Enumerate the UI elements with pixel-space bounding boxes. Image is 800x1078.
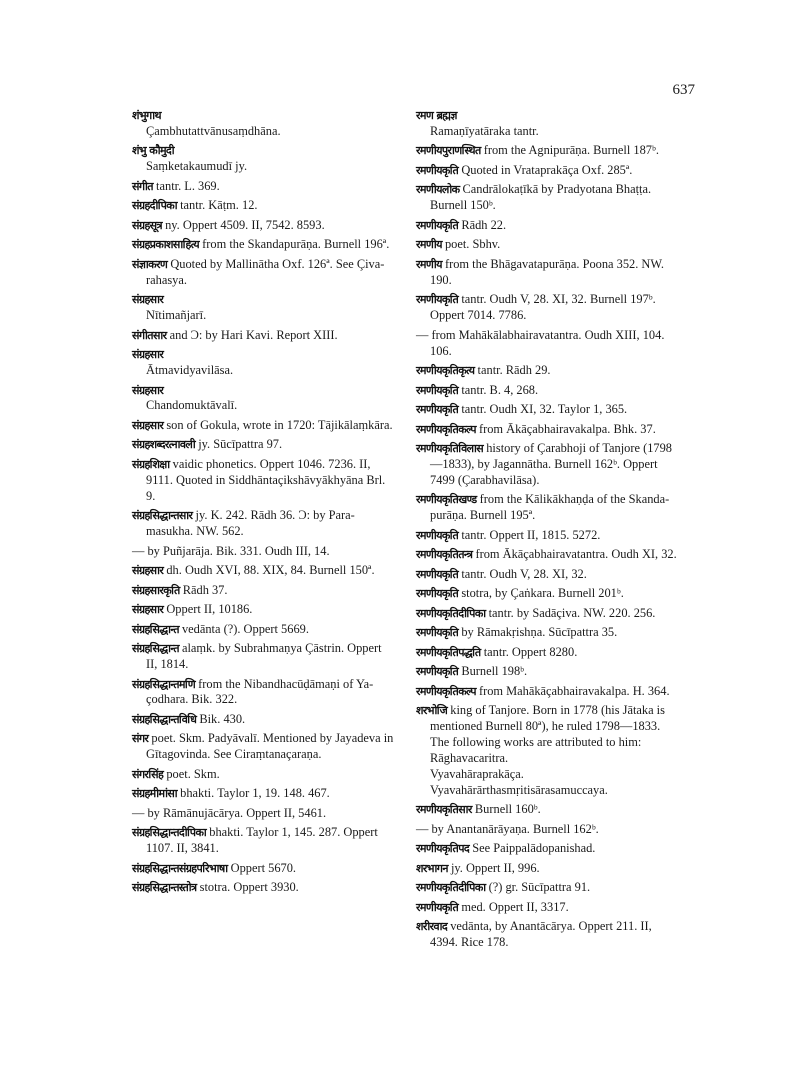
catalog-entry (416, 163, 678, 179)
entry-text: med. Oppert II, 3317. (458, 899, 569, 914)
catalog-entry (132, 544, 394, 560)
entry-line (132, 880, 394, 896)
entry-line (416, 802, 678, 818)
headword-devanagari: संग्रहसिद्धान्तसार (132, 509, 193, 523)
headword-devanagari: रमणीयलोक (416, 183, 460, 197)
entry-text: Rādh 37. (179, 582, 228, 597)
entry-line (132, 806, 394, 822)
catalog-entry (132, 825, 394, 857)
catalog-entry (132, 731, 394, 763)
entry-text: poet. Skm. Padyāvalī. Mentioned by Jayadeva in Gītagovinda. See Ciraṃtanaçaraṇa. (146, 731, 394, 762)
catalog-entry (416, 684, 678, 700)
entry-line (132, 218, 394, 234)
entry-text: from the Bhāgavatapurāṇa. Poona 352. NW. 190. (430, 256, 665, 287)
catalog-entry (132, 218, 394, 234)
headword-devanagari: संगीतसार (132, 328, 167, 342)
headword-devanagari: संग्रहसूत्र (132, 218, 162, 232)
catalog-entry (416, 822, 678, 838)
entry-text: from the Skandapurāṇa. Burnell 196ª. (199, 237, 390, 252)
entry-text: Quoted by Mallinātha Oxf. 126ª. See Çiva-rahasya. (146, 256, 385, 287)
entry-line (416, 547, 678, 563)
headword-devanagari: रमणीयकृति (416, 218, 459, 232)
catalog-entry (416, 547, 678, 563)
entry-gap (132, 896, 394, 900)
entry-text: stotra, by Çaṅkara. Burnell 201ᵇ. (458, 586, 624, 601)
entry-text: Oppert 5670. (227, 860, 297, 875)
entry-text: ny. Oppert 4509. II, 7542. 8593. (162, 217, 325, 232)
catalog-entry (416, 586, 678, 602)
entry-line (132, 825, 394, 857)
catalog-entry (132, 179, 394, 195)
headword-devanagari: संग्रहशब्दरत्नावली (132, 438, 196, 452)
catalog-entry (416, 606, 678, 622)
headword-devanagari: रमणीयकृति (416, 900, 459, 914)
catalog-entry (132, 143, 394, 175)
entry-line (132, 418, 394, 434)
entry-text: tantr. Oudh V, 28. XI, 32. Burnell 197ᵇ. Oppert 7014. 7786. (430, 292, 656, 323)
entry-line (132, 544, 394, 560)
headword-devanagari: संग्रहप्रकाशसाहित्य (132, 238, 200, 252)
headword-devanagari: संग्रहमीमांसा (132, 787, 178, 801)
catalog-entry (416, 182, 678, 214)
headword-devanagari: संज्ञाकरण (132, 257, 168, 271)
headword-devanagari: संग्रहसार (132, 293, 164, 307)
headword-devanagari: रमणीयकृति (416, 293, 459, 307)
entry-line (132, 731, 394, 763)
catalog-entry (416, 528, 678, 544)
entry-text: Quoted in Vrataprakāça Oxf. 285ª. (458, 162, 633, 177)
entry-line (132, 198, 394, 214)
catalog-entry (416, 900, 678, 916)
headword-devanagari: रमणीयकृतिखण्ड (416, 493, 477, 507)
entry-line (416, 441, 678, 489)
entry-line (132, 328, 394, 344)
headword-devanagari: रमणीयकृतिदीपिका (416, 881, 486, 895)
catalog-entry (416, 143, 678, 159)
headword-devanagari: रमणीय (416, 257, 442, 271)
entry-line (132, 108, 394, 124)
entry-line (132, 786, 394, 802)
entry-line (416, 108, 678, 124)
entry-text: and Ɔ: by Hari Kavi. Report XIII. (166, 327, 338, 342)
catalog-entry (416, 492, 678, 524)
entry-line (416, 143, 678, 159)
catalog-entry (132, 622, 394, 638)
catalog-entry (132, 880, 394, 896)
entry-text: tantr. Oudh XI, 32. Taylor 1, 365. (458, 402, 628, 417)
entry-line (132, 292, 394, 308)
catalog-entry (132, 786, 394, 802)
catalog-entry (132, 292, 394, 324)
entry-line (416, 328, 678, 360)
entry-text: tantr. Oppert II, 1815. 5272. (458, 527, 601, 542)
entry-text: Burnell 198ᵇ. (458, 664, 528, 679)
entry-line (132, 677, 394, 709)
headword-devanagari: रमणीयकृति (416, 626, 459, 640)
entry-text: alaṃk. by Subrahmaṇya Çāstrin. Oppert II, 1814. (146, 641, 382, 672)
entry-line (132, 861, 394, 877)
headword-devanagari: रमणीयकृतिपद्धति (416, 645, 481, 659)
headword-devanagari: रमणीयकृतितन्त्र (416, 548, 473, 562)
entry-text: tantr. by Sadāçiva. NW. 220. 256. (485, 605, 656, 620)
entry-subtitle: Ātmavidyavilāsa. (146, 363, 234, 378)
catalog-entry (416, 441, 678, 489)
entry-subtitle: Nītimañjarī. (146, 308, 207, 323)
entry-subtitle: Çambhutattvānusaṃdhāna. (146, 123, 281, 138)
entry-text: jy. K. 242. Rādh 36. Ɔ: by Para-masukha. NW. 562. (146, 508, 355, 539)
catalog-entry (132, 347, 394, 379)
headword-devanagari: रमणीयकृतिकृत्य (416, 364, 475, 378)
headword-devanagari: शरभागन (416, 861, 448, 875)
entry-text: dh. Oudh XVI, 88. XIX, 84. Burnell 150ª. (163, 563, 375, 578)
catalog-entry (416, 880, 678, 896)
entry-text: history of Çarabhoji of Tanjore (1798—1833), by Jagannātha. Burnell 162ᵇ. Oppert 7499 (Çarabhavilāsa). (430, 441, 672, 487)
headword-devanagari: रमणीयकृतिपद (416, 842, 470, 856)
entry-text: by Anantanārāyaṇa. Burnell 162ᵇ. (428, 821, 599, 836)
headword-devanagari: रमणीयकृति (416, 383, 459, 397)
headword-devanagari: संग्रहशिक्षा (132, 457, 170, 471)
entry-line (416, 182, 678, 214)
entry-line (132, 347, 394, 363)
entry-line (132, 563, 394, 579)
entry-line (416, 163, 678, 179)
entry-line (132, 622, 394, 638)
entry-subtitle: Saṃketakaumudī jy. (146, 159, 248, 174)
headword-devanagari: रमणीय (416, 238, 442, 252)
entry-text: tantr. B. 4, 268. (458, 382, 539, 397)
entry-line (416, 625, 678, 641)
headword-devanagari: रमणीयकृतिकल्प (416, 684, 476, 698)
headword-devanagari: शंभु कौमुदी (132, 144, 175, 158)
headword-devanagari: संग्रहसिद्धान्तस्तोत्र (132, 881, 197, 895)
entry-line (416, 567, 678, 583)
entry-line (416, 586, 678, 602)
catalog-entry (416, 861, 678, 877)
catalog-entry (132, 383, 394, 415)
entry-text: Burnell 160ᵇ. (471, 802, 541, 817)
catalog-entry (132, 418, 394, 434)
entry-text: jy. Sūcīpattra 97. (195, 437, 283, 452)
headword-devanagari: संगर (132, 732, 149, 746)
headword-devanagari: संग्रहसारकृति (132, 583, 180, 597)
catalog-entry (416, 664, 678, 680)
headword-devanagari: रमणीयकृति (416, 403, 459, 417)
headword-devanagari: संग्रहसार (132, 603, 164, 617)
entry-line (132, 508, 394, 540)
headword-devanagari: रमणीयपुराणस्थित (416, 144, 481, 158)
headword-devanagari: संग्रहसार (132, 383, 164, 397)
entry-text: poet. Sbhv. (441, 237, 501, 252)
entry-text: by Rāmakṛishṇa. Sūcīpattra 35. (458, 625, 618, 640)
entry-line (416, 292, 678, 324)
headword-devanagari: संगीत (132, 179, 153, 193)
entry-line (416, 606, 678, 622)
catalog-entry (132, 198, 394, 214)
entry-text: son of Gokula, wrote in 1720: Tājikālaṃkāra. (163, 417, 393, 432)
entry-text: tantr. L. 369. (152, 178, 220, 193)
entry-text: jy. Oppert II, 996. (447, 860, 540, 875)
headword-devanagari: रमणीयकृति (416, 528, 459, 542)
headword-devanagari: संग्रहदीपिका (132, 199, 177, 213)
catalog-entry (132, 806, 394, 822)
headword-devanagari: संग्रहसिद्धान्तमणि (132, 677, 196, 691)
headword-devanagari: शरभोजि (416, 704, 448, 718)
catalog-entry (416, 919, 678, 951)
catalog-entry (416, 108, 678, 140)
entry-subtitle: Ramaṇīyatāraka tantr. (430, 123, 539, 138)
entry-line (132, 602, 394, 618)
headword-devanagari: रमणीयकृति (416, 665, 459, 679)
entry-line (416, 383, 678, 399)
catalog-entry (132, 712, 394, 728)
headword-devanagari: रमणीयकृतिदीपिका (416, 606, 486, 620)
headword-devanagari: संग्रहसिद्धान्तदीपिका (132, 826, 207, 840)
entry-text: vedānta (?). Oppert 5669. (178, 621, 309, 636)
entry-line (132, 583, 394, 599)
catalog-entry (416, 383, 678, 399)
headword-devanagari: संग्रहसिद्धान्त (132, 642, 179, 656)
catalog-entry (132, 641, 394, 673)
catalog-entry (416, 237, 678, 253)
entry-text: from Ākāçabhairavatantra. Oudh XI, 32. (472, 547, 677, 562)
entry-text: (?) gr. Sūcīpattra 91. (485, 880, 591, 895)
entry-text: See Paippalādopanishad. (469, 841, 596, 856)
entry-work: Vyavahāraprakāça. (430, 766, 524, 781)
headword-devanagari: संग्रहसार (132, 564, 164, 578)
entry-text: bhakti. Taylor 1, 19. 148. 467. (177, 786, 330, 801)
entry-line (416, 703, 678, 751)
entry-line (416, 861, 678, 877)
entry-work: Rāghavacaritra. (430, 750, 509, 765)
entry-line (416, 257, 678, 289)
entry-text: poet. Skm. (163, 766, 220, 781)
entry-text: by Rāmānujācārya. Oppert II, 5461. (144, 805, 327, 820)
entry-text: Oppert II, 10186. (163, 602, 253, 617)
entry-line (416, 880, 678, 896)
entry-dash: — (132, 805, 145, 820)
entry-text: tantr. Oudh V, 28. XI, 32. (458, 566, 587, 581)
entry-dash: — (416, 821, 429, 836)
catalog-entry (416, 218, 678, 234)
entry-dash: — (416, 327, 429, 342)
headword-devanagari: रमणीयकृतिकल्प (416, 422, 476, 436)
headword-devanagari: शंभुगाथ (132, 109, 161, 122)
entry-text: from Ākāçabhairavakalpa. Bhk. 37. (475, 421, 656, 436)
headword-devanagari: संग्रहसार (132, 348, 164, 362)
headword-devanagari: संग्रहसिद्धान्त (132, 622, 179, 636)
catalog-entry (132, 108, 394, 140)
headword-devanagari: संग्रहसिद्धान्तसंग्रहपरिभाषा (132, 861, 228, 875)
entry-line (416, 363, 678, 379)
entry-text: tantr. Kāṭm. 12. (176, 198, 258, 213)
entry-line (132, 237, 394, 253)
entry-line (132, 143, 394, 159)
entry-line (416, 528, 678, 544)
entry-line (416, 402, 678, 418)
entry-text: from the Nibandhacūḍāmaṇi of Ya-çodhara. Bik. 322. (146, 676, 374, 707)
entry-text: vaidic phonetics. Oppert 1046. 7236. II, 9111. Quoted in Siddhāntaçikshāvyākhyāna Brl. 9. (146, 456, 386, 503)
entry-text: bhakti. Taylor 1, 145. 287. Oppert 1107. II, 3841. (146, 825, 378, 856)
headword-devanagari: शरीरवाद (416, 920, 448, 934)
catalog-entry (416, 257, 678, 289)
catalog-entry (416, 567, 678, 583)
entry-subtitle: Chandomuktāvalī. (146, 398, 238, 413)
catalog-entry (416, 802, 678, 818)
entry-line (132, 383, 394, 399)
entry-line (132, 179, 394, 195)
catalog-entry (132, 563, 394, 579)
entry-line (416, 237, 678, 253)
entry-text: by Puñjarāja. Bik. 331. Oudh III, 14. (144, 543, 330, 558)
entry-line (416, 684, 678, 700)
entry-text: from the Agnipurāṇa. Burnell 187ᵇ. (480, 143, 659, 158)
entry-line (416, 645, 678, 661)
entry-line (416, 664, 678, 680)
entry-text: king of Tanjore. Born in 1778 (his Jātaka is mentioned Burnell 80ª), he ruled 1798—1833. The following works are attributed to him: (430, 703, 665, 750)
catalog-entry (132, 861, 394, 877)
headword-devanagari: रमणीयकृतिविलास (416, 442, 484, 456)
entry-text: from Mahākālabhairavatantra. Oudh XIII, 104. 106. (428, 327, 665, 358)
entry-line (416, 492, 678, 524)
catalog-entry (132, 457, 394, 505)
entry-gap (416, 951, 678, 955)
entry-line (416, 822, 678, 838)
left-column (132, 108, 394, 900)
catalog-entry (416, 363, 678, 379)
catalog-entry (132, 767, 394, 783)
headword-devanagari: रमणीयकृति (416, 567, 459, 581)
entry-line (132, 257, 394, 289)
catalog-entry (416, 841, 678, 857)
entry-text: Rādh 22. (458, 217, 507, 232)
entry-text: Bik. 430. (196, 711, 246, 726)
entry-text: tantr. Oppert 8280. (480, 644, 578, 659)
headword-devanagari: रमण ब्रह्मज्ञ (416, 109, 457, 122)
catalog-entry (416, 402, 678, 418)
entry-text: stotra. Oppert 3930. (196, 880, 299, 895)
headword-devanagari: रमणीयकृतिसार (416, 803, 472, 817)
entry-line (132, 641, 394, 673)
entry-text: tantr. Rādh 29. (474, 363, 551, 378)
entry-line (416, 218, 678, 234)
entry-line (416, 422, 678, 438)
entry-line (132, 712, 394, 728)
entry-line (132, 457, 394, 505)
entry-text: from the Kālikākhaṇḍa of the Skanda-purāṇa. Burnell 195ª. (430, 492, 670, 523)
catalog-entry (132, 508, 394, 540)
catalog-entry (416, 292, 678, 324)
entry-line (416, 919, 678, 951)
catalog-entry (132, 437, 394, 453)
catalog-entry (416, 625, 678, 641)
catalog-entry (132, 257, 394, 289)
entry-dash: — (132, 543, 145, 558)
page-number: 637 (672, 82, 695, 98)
right-column (416, 108, 678, 955)
entry-line (416, 841, 678, 857)
entry-text: Candrālokaṭīkā by Pradyotana Bhaṭṭa. Burnell 150ᵇ. (430, 182, 652, 213)
headword-devanagari: संग्रहसिद्धान्तविधि (132, 712, 197, 726)
entry-work: Vyavahārārthasmṛitisārasamuccaya. (430, 782, 608, 797)
entry-text: from Mahākāçabhairavakalpa. H. 364. (475, 683, 670, 698)
headword-devanagari: संगरसिंह (132, 767, 164, 781)
headword-devanagari: रमणीयकृति (416, 587, 459, 601)
headword-devanagari: रमणीयकृति (416, 163, 459, 177)
entry-line (416, 900, 678, 916)
catalog-entry (416, 645, 678, 661)
catalog-entry (132, 237, 394, 253)
entry-text: vedānta, by Anantācārya. Oppert 211. II, 4394. Rice 178. (430, 919, 652, 950)
headword-devanagari: संग्रहसार (132, 418, 164, 432)
catalog-entry (132, 328, 394, 344)
catalog-entry (132, 602, 394, 618)
entry-line (132, 437, 394, 453)
catalog-entry (132, 583, 394, 599)
catalog-entry (416, 328, 678, 360)
entry-line (132, 767, 394, 783)
catalog-entry (132, 677, 394, 709)
catalog-entry (416, 422, 678, 438)
catalog-entry (416, 703, 678, 798)
